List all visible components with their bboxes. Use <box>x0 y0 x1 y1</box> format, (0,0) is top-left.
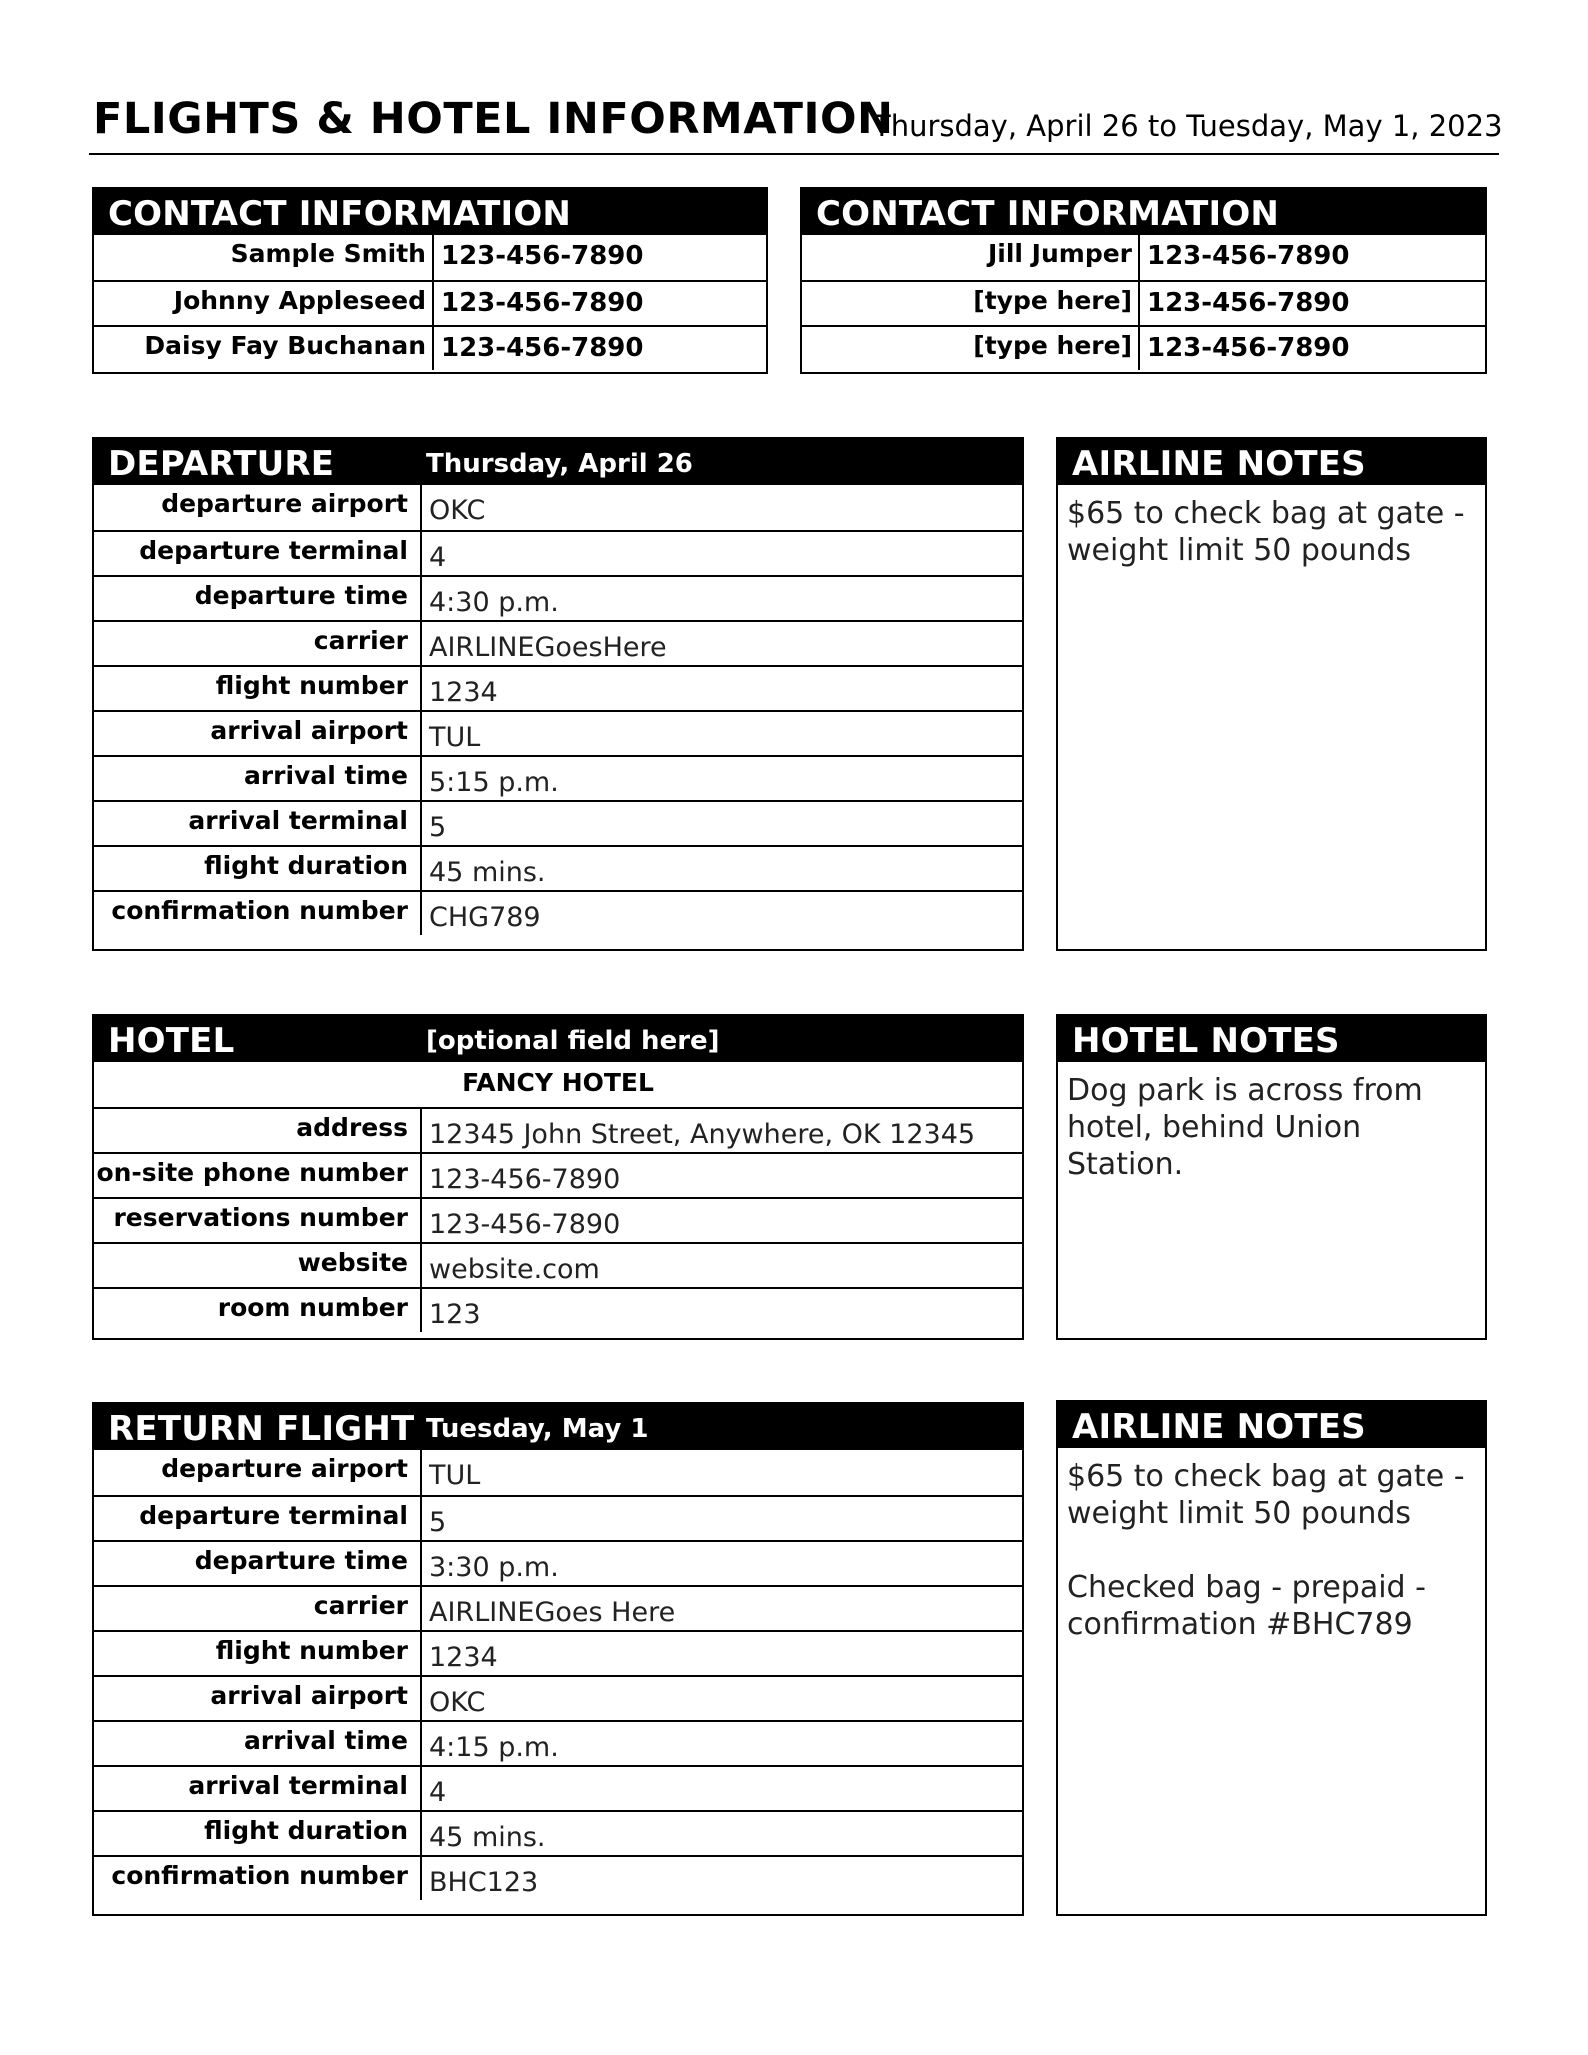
contact-phone: 123-456-7890 <box>1147 333 1350 363</box>
field-label: carrier <box>313 626 408 655</box>
field-value: OKC <box>429 495 486 526</box>
field-label: address <box>296 1113 408 1142</box>
field-label: departure time <box>194 581 408 610</box>
field-value: 123 <box>429 1299 481 1330</box>
departure-rows <box>94 485 1022 935</box>
contact-row <box>94 280 766 325</box>
column-divider <box>420 1497 422 1540</box>
column-divider <box>420 577 422 620</box>
field-value: 12345 John Street, Anywhere, OK 12345 <box>429 1119 976 1150</box>
field-label: flight number <box>215 1636 408 1665</box>
contact-phone: 123-456-7890 <box>441 333 644 363</box>
field-label: departure airport <box>161 1454 408 1483</box>
field-value: OKC <box>429 1687 486 1718</box>
contact-name: [type here] <box>973 331 1132 360</box>
column-divider <box>420 1632 422 1675</box>
column-divider <box>1138 327 1140 370</box>
field-label: flight number <box>215 671 408 700</box>
hotel-notes-text: Dog park is across from hotel, behind Union Station. <box>1067 1073 1423 1182</box>
field-value: 45 mins. <box>429 857 546 888</box>
return-flight-row <box>94 1765 1022 1810</box>
contact-row <box>802 235 1485 280</box>
field-value: TUL <box>429 722 481 753</box>
column-divider <box>420 532 422 575</box>
return-flight-date: Tuesday, May 1 <box>426 1414 649 1444</box>
page-title: FLIGHTS & HOTEL INFORMATION <box>93 94 894 144</box>
contact-name: Sample Smith <box>230 239 426 268</box>
return-flight-title: RETURN FLIGHT <box>108 1409 415 1449</box>
contact-row <box>802 280 1485 325</box>
return-flight-section <box>92 1402 1024 1916</box>
departure-row <box>94 485 1022 530</box>
hotel-row <box>94 1287 1022 1332</box>
column-divider <box>420 667 422 710</box>
contact-info-left-title: CONTACT INFORMATION <box>108 194 572 234</box>
column-divider <box>420 847 422 890</box>
field-value: 5:15 p.m. <box>429 767 559 798</box>
column-divider <box>420 1154 422 1197</box>
departure-row <box>94 620 1022 665</box>
field-value: 1234 <box>429 677 498 708</box>
column-divider <box>420 802 422 845</box>
return-flight-row <box>94 1675 1022 1720</box>
column-divider <box>420 1812 422 1855</box>
hotel-notes-header <box>1058 1016 1485 1062</box>
airline-notes-header <box>1058 439 1485 485</box>
field-value: 123-456-7890 <box>429 1209 621 1240</box>
contact-name: Johnny Appleseed <box>173 286 426 315</box>
column-divider <box>420 1199 422 1242</box>
departure-row <box>94 890 1022 935</box>
departure-row <box>94 530 1022 575</box>
field-value: TUL <box>429 1460 481 1491</box>
field-label: arrival airport <box>210 1681 408 1710</box>
hotel-name: FANCY HOTEL <box>462 1068 654 1097</box>
contact-row <box>802 325 1485 370</box>
contact-phone: 123-456-7890 <box>441 241 644 271</box>
hotel-header <box>94 1016 1022 1062</box>
field-label: departure terminal <box>139 536 408 565</box>
airline-notes-text: $65 to check bag at gate - weight limit 50 pounds Checked bag - prepaid - confirmation #BHC789 <box>1067 1459 1465 1642</box>
column-divider <box>420 1109 422 1152</box>
field-label: flight duration <box>204 851 408 880</box>
field-value: AIRLINEGoesHere <box>429 632 667 663</box>
hotel-row <box>94 1107 1022 1152</box>
contact-row <box>94 325 766 370</box>
column-divider <box>420 1450 422 1495</box>
field-value: 4:15 p.m. <box>429 1732 559 1763</box>
column-divider <box>420 892 422 935</box>
return-flight-row <box>94 1585 1022 1630</box>
return-flight-row <box>94 1450 1022 1495</box>
airline-notes-departure <box>1056 437 1487 951</box>
column-divider <box>1138 235 1140 280</box>
column-divider <box>432 282 434 325</box>
contact-phone: 123-456-7890 <box>1147 288 1350 318</box>
column-divider <box>432 235 434 280</box>
field-value: CHG789 <box>429 902 541 933</box>
airline-notes-header <box>1058 1402 1485 1448</box>
column-divider <box>420 1677 422 1720</box>
return-flight-row <box>94 1495 1022 1540</box>
contact-row <box>94 235 766 280</box>
return-flight-row <box>94 1720 1022 1765</box>
field-value: 4 <box>429 542 447 573</box>
field-label: on-site phone number <box>96 1158 408 1187</box>
field-label: arrival terminal <box>188 1771 408 1800</box>
column-divider <box>1138 282 1140 325</box>
column-divider <box>420 1722 422 1765</box>
departure-date: Thursday, April 26 <box>426 449 693 479</box>
airline-notes-title: AIRLINE NOTES <box>1072 444 1366 484</box>
return-flight-row <box>94 1540 1022 1585</box>
hotel-rows <box>94 1062 1022 1332</box>
hotel-notes <box>1056 1014 1487 1340</box>
field-value: website.com <box>429 1254 600 1285</box>
column-divider <box>420 622 422 665</box>
field-label: arrival terminal <box>188 806 408 835</box>
column-divider <box>432 327 434 370</box>
field-value: 5 <box>429 1507 447 1538</box>
contact-name: [type here] <box>973 286 1132 315</box>
field-label: confirmation number <box>111 1861 408 1890</box>
return-flight-row <box>94 1630 1022 1675</box>
airline-notes-title: AIRLINE NOTES <box>1072 1407 1366 1447</box>
departure-title: DEPARTURE <box>108 444 335 484</box>
return-flight-header <box>94 1404 1022 1450</box>
field-value: 4 <box>429 1777 447 1808</box>
hotel-row <box>94 1152 1022 1197</box>
departure-row <box>94 575 1022 620</box>
contact-name: Jill Jumper <box>987 239 1132 268</box>
hotel-row <box>94 1197 1022 1242</box>
return-flight-rows <box>94 1450 1022 1900</box>
hotel-section <box>92 1014 1024 1340</box>
contact-phone: 123-456-7890 <box>1147 241 1350 271</box>
column-divider <box>420 485 422 530</box>
airline-notes-return <box>1056 1400 1487 1916</box>
column-divider <box>420 1587 422 1630</box>
departure-row <box>94 710 1022 755</box>
field-label: arrival time <box>243 1726 408 1755</box>
field-value: BHC123 <box>429 1867 539 1898</box>
return-flight-row <box>94 1855 1022 1900</box>
field-label: carrier <box>313 1591 408 1620</box>
header-rule <box>89 153 1499 155</box>
hotel-row <box>94 1242 1022 1287</box>
field-label: departure time <box>194 1546 408 1575</box>
column-divider <box>420 1542 422 1585</box>
field-label: flight duration <box>204 1816 408 1845</box>
field-label: departure terminal <box>139 1501 408 1530</box>
departure-row <box>94 665 1022 710</box>
field-label: departure airport <box>161 489 408 518</box>
contact-left-rows <box>94 235 766 370</box>
column-divider <box>420 1244 422 1287</box>
field-label: website <box>297 1248 408 1277</box>
field-label: confirmation number <box>111 896 408 925</box>
column-divider <box>420 1289 422 1332</box>
column-divider <box>420 1857 422 1900</box>
column-divider <box>420 712 422 755</box>
field-label: arrival time <box>243 761 408 790</box>
field-value: 4:30 p.m. <box>429 587 559 618</box>
field-value: 123-456-7890 <box>429 1164 621 1195</box>
contact-right-rows <box>802 235 1485 370</box>
hotel-title: HOTEL <box>108 1021 235 1061</box>
contact-info-right-header <box>802 189 1485 235</box>
departure-row <box>94 845 1022 890</box>
contact-info-left <box>92 187 768 374</box>
field-value: 45 mins. <box>429 1822 546 1853</box>
departure-row <box>94 800 1022 845</box>
hotel-notes-title: HOTEL NOTES <box>1072 1021 1340 1061</box>
contact-phone: 123-456-7890 <box>441 288 644 318</box>
field-value: AIRLINEGoes Here <box>429 1597 676 1628</box>
departure-section <box>92 437 1024 951</box>
field-value: 1234 <box>429 1642 498 1673</box>
contact-info-right <box>800 187 1487 374</box>
field-value: 3:30 p.m. <box>429 1552 559 1583</box>
column-divider <box>420 1767 422 1810</box>
hotel-subtitle: [optional field here] <box>426 1026 720 1056</box>
contact-name: Daisy Fay Buchanan <box>144 331 426 360</box>
field-label: room number <box>217 1293 408 1322</box>
airline-notes-text: $65 to check bag at gate - weight limit 50 pounds <box>1067 496 1465 568</box>
contact-info-left-header <box>94 189 766 235</box>
contact-info-right-title: CONTACT INFORMATION <box>816 194 1280 234</box>
trip-dates: Thursday, April 26 to Tuesday, May 1, 2023 <box>873 109 1503 143</box>
field-label: reservations number <box>113 1203 408 1232</box>
field-value: 5 <box>429 812 447 843</box>
column-divider <box>420 757 422 800</box>
departure-row <box>94 755 1022 800</box>
field-label: arrival airport <box>210 716 408 745</box>
return-flight-row <box>94 1810 1022 1855</box>
departure-header <box>94 439 1022 485</box>
